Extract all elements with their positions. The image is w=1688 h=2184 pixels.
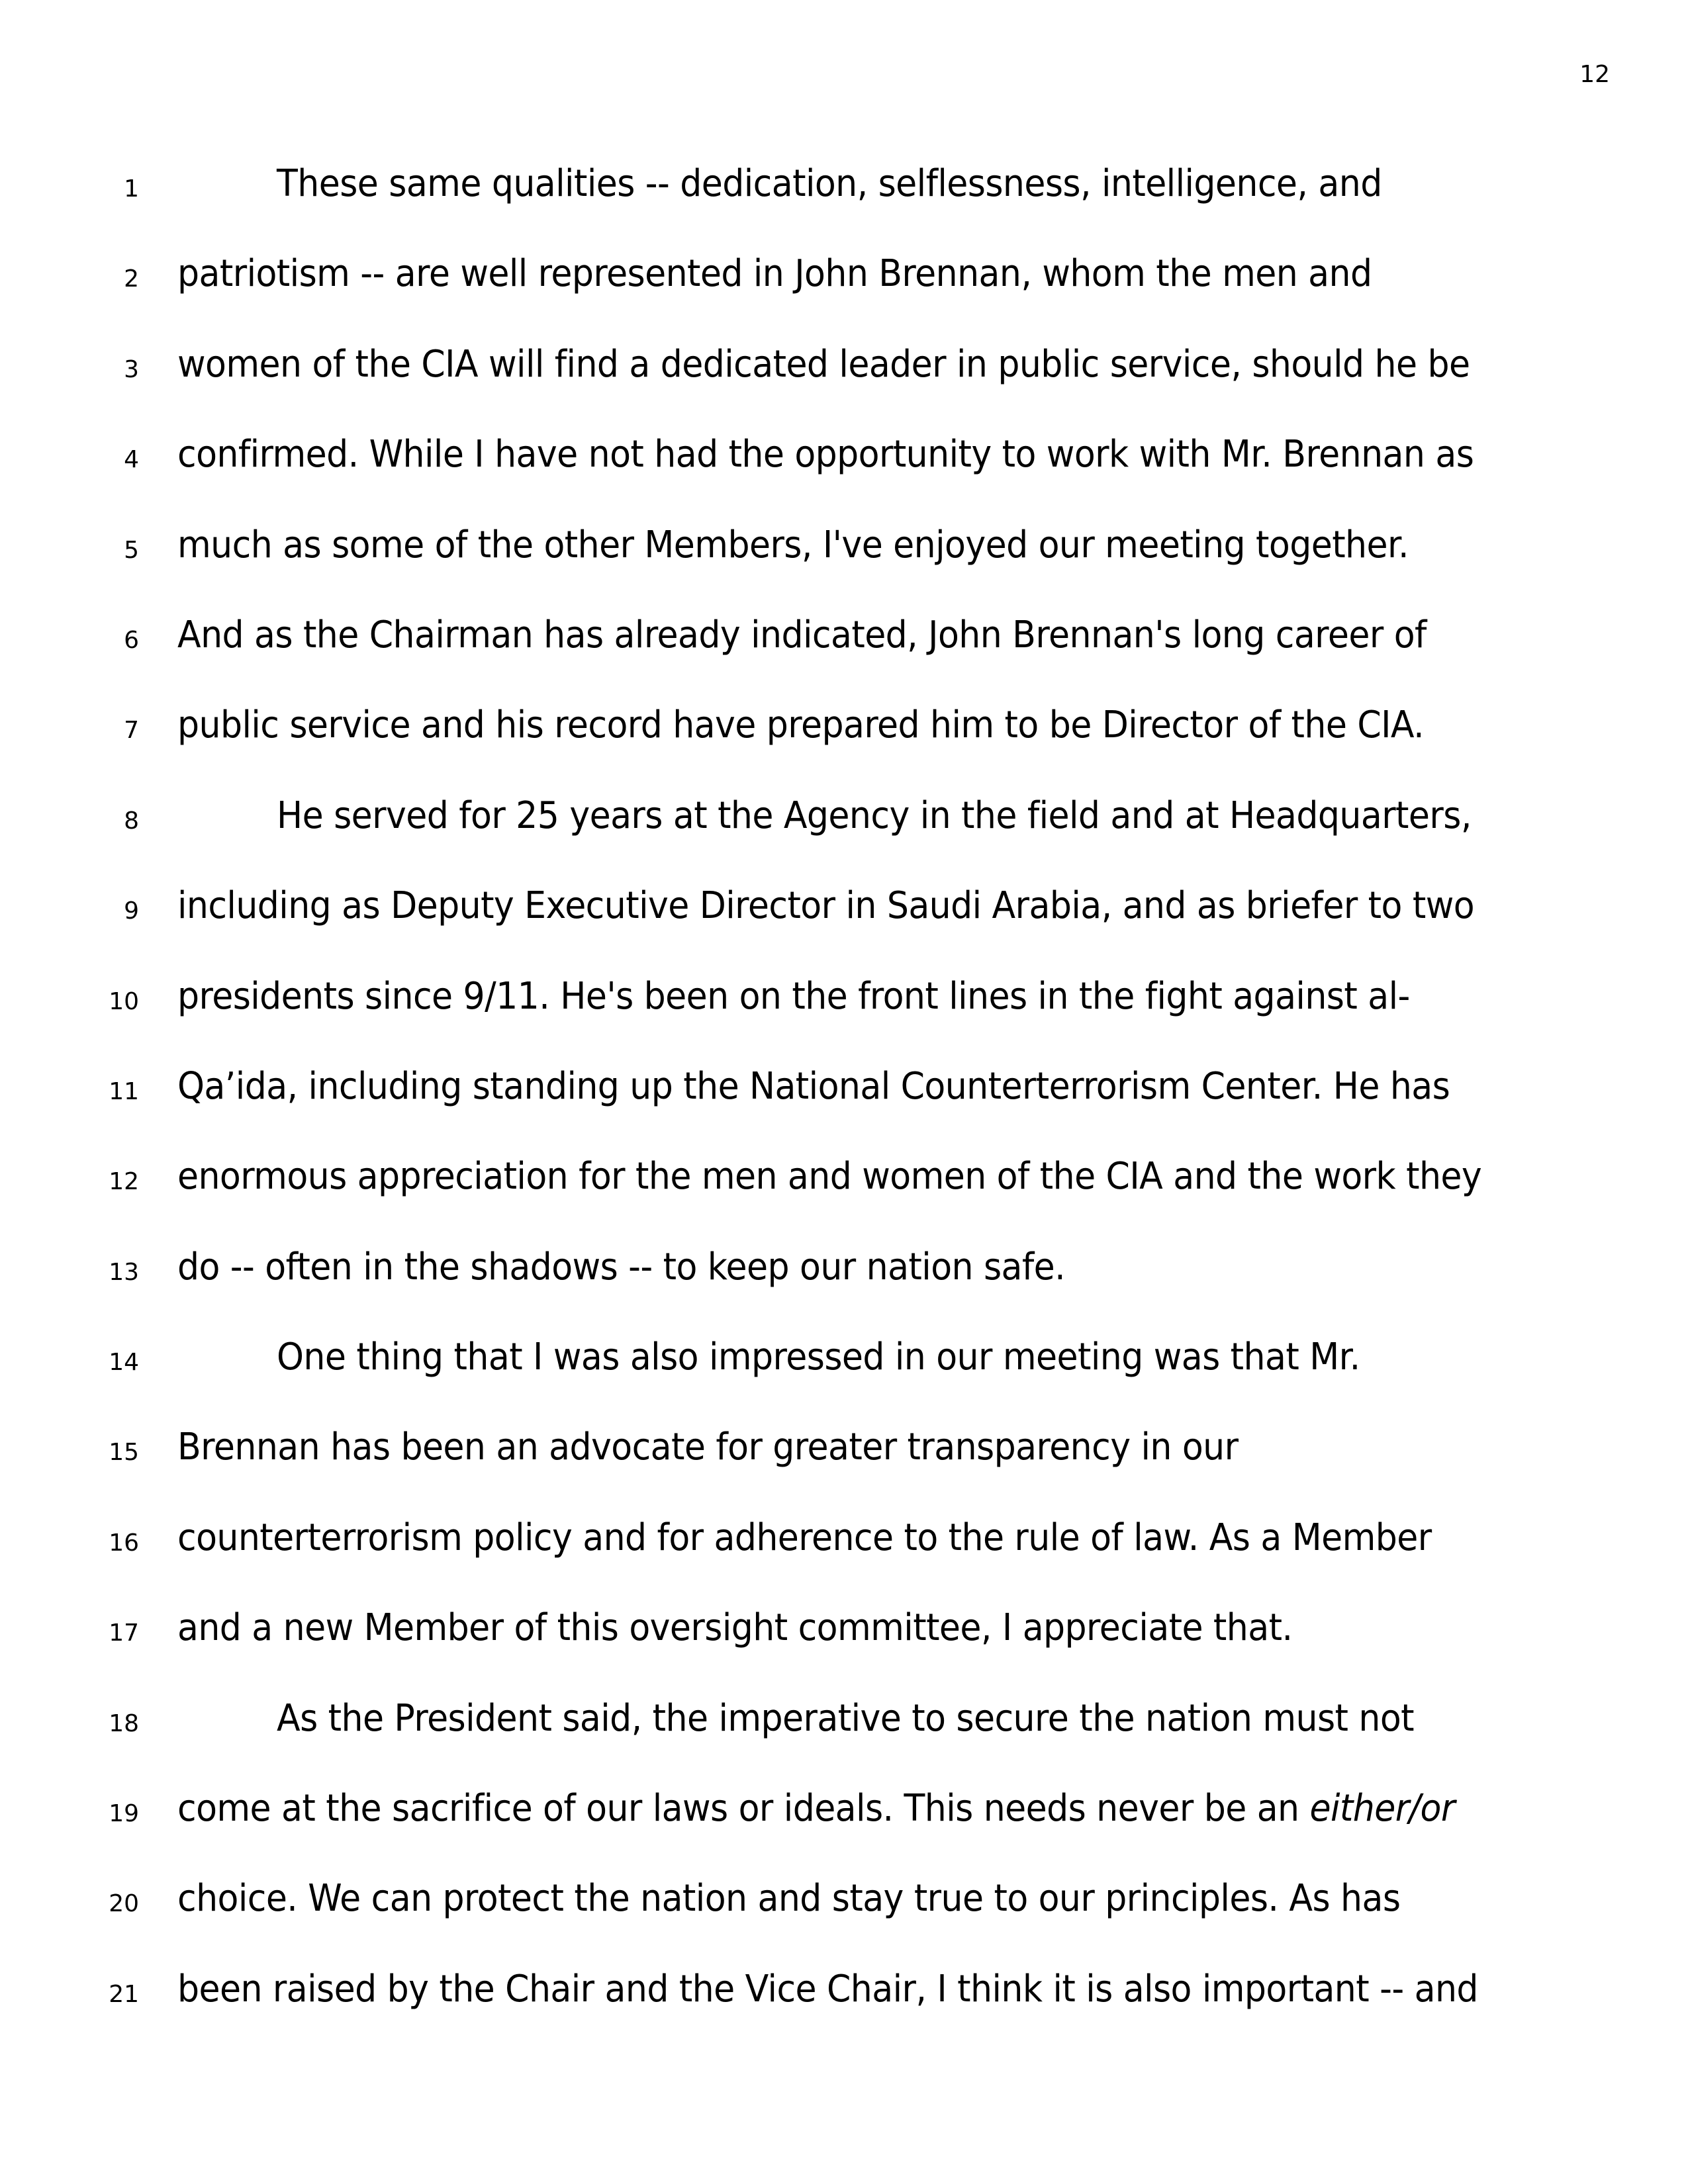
- line-text: patriotism -- are well represented in John Brennan, whom the men and: [177, 252, 1372, 296]
- line-text: And as the Chairman has already indicated, John Brennan's long career of: [177, 613, 1427, 657]
- transcript-line: [0, 964, 1688, 1054]
- line-text: been raised by the Chair and the Vice Chair, I think it is also important -- and: [177, 1967, 1478, 2011]
- transcript-line: [0, 1144, 1688, 1234]
- transcript-line: [0, 241, 1688, 331]
- line-text: counterterrorism policy and for adherence to the rule of law. As a Member: [177, 1516, 1432, 1559]
- transcript-line: [0, 151, 1688, 241]
- transcript-line: [0, 873, 1688, 963]
- line-number: 19: [109, 1800, 139, 1828]
- line-text: choice. We can protect the nation and stay true to our principles. As has: [177, 1877, 1401, 1921]
- line-number: 20: [109, 1890, 139, 1918]
- line-text: public service and his record have prepared him to be Director of the CIA.: [177, 704, 1425, 747]
- line-text: As the President said, the imperative to secure the nation must not: [277, 1696, 1415, 1740]
- transcript-line: [0, 422, 1688, 512]
- line-number: 21: [109, 1980, 139, 2008]
- line-number: 11: [109, 1077, 139, 1105]
- line-number: 5: [124, 536, 139, 564]
- transcript-line: [0, 1505, 1688, 1595]
- line-number: 6: [124, 626, 139, 654]
- transcript-line: [0, 783, 1688, 873]
- line-text: He served for 25 years at the Agency in the field and at Headquarters,: [277, 794, 1472, 837]
- line-text: confirmed. While I have not had the opportunity to work with Mr. Brennan as: [177, 433, 1474, 477]
- line-number: 9: [124, 897, 139, 925]
- line-number: 13: [109, 1258, 139, 1286]
- line-text: and a new Member of this oversight committee, I appreciate that.: [177, 1606, 1293, 1650]
- line-text: Qa’ida, including standing up the National Counterterrorism Center. He has: [177, 1064, 1450, 1108]
- line-number: 7: [124, 717, 139, 745]
- transcript-line: [0, 1234, 1688, 1324]
- line-number: 1: [124, 175, 139, 203]
- line-text: One thing that I was also impressed in our meeting was that Mr.: [277, 1336, 1360, 1379]
- transcript-line: [0, 1686, 1688, 1776]
- line-text-main: come at the sacrifice of our laws or ideals. This needs never be an: [177, 1787, 1310, 1831]
- line-text: including as Deputy Executive Director in Saudi Arabia, and as briefer to two: [177, 884, 1475, 928]
- line-text: enormous appreciation for the men and women of the CIA and the work they: [177, 1155, 1482, 1199]
- italic-emphasis: either/or: [1309, 1787, 1455, 1831]
- line-number: 17: [109, 1619, 139, 1647]
- line-number: 14: [109, 1349, 139, 1377]
- transcript-line: [0, 1595, 1688, 1685]
- transcript-body: [0, 151, 1688, 2046]
- line-number: 18: [109, 1709, 139, 1737]
- line-number: 10: [109, 987, 139, 1015]
- line-text: [177, 1776, 1455, 1842]
- line-number: 8: [124, 807, 139, 835]
- line-number: 16: [109, 1529, 139, 1557]
- line-text: Brennan has been an advocate for greater transparency in our: [177, 1426, 1239, 1469]
- transcript-line: [0, 692, 1688, 782]
- transcript-line: [0, 512, 1688, 602]
- page-number: 12: [1579, 61, 1610, 88]
- transcript-line: [0, 1054, 1688, 1144]
- line-text: much as some of the other Members, I've enjoyed our meeting together.: [177, 523, 1409, 567]
- transcript-line: [0, 1776, 1688, 1866]
- transcript-line: [0, 332, 1688, 422]
- line-text: These same qualities -- dedication, selflessness, intelligence, and: [277, 162, 1382, 205]
- transcript-line: [0, 602, 1688, 692]
- line-number: 15: [109, 1439, 139, 1467]
- line-number: 3: [124, 355, 139, 383]
- line-number: 4: [124, 446, 139, 474]
- line-number: 2: [124, 265, 139, 293]
- line-text: presidents since 9/11. He's been on the front lines in the fight against al-: [177, 974, 1410, 1018]
- line-number: 12: [109, 1168, 139, 1196]
- transcript-line: [0, 1414, 1688, 1504]
- transcript-line: [0, 1956, 1688, 2046]
- line-text: do -- often in the shadows -- to keep our nation safe.: [177, 1245, 1066, 1289]
- transcript-line: [0, 1324, 1688, 1414]
- line-text: women of the CIA will find a dedicated leader in public service, should he be: [177, 342, 1470, 386]
- transcript-line: [0, 1866, 1688, 1956]
